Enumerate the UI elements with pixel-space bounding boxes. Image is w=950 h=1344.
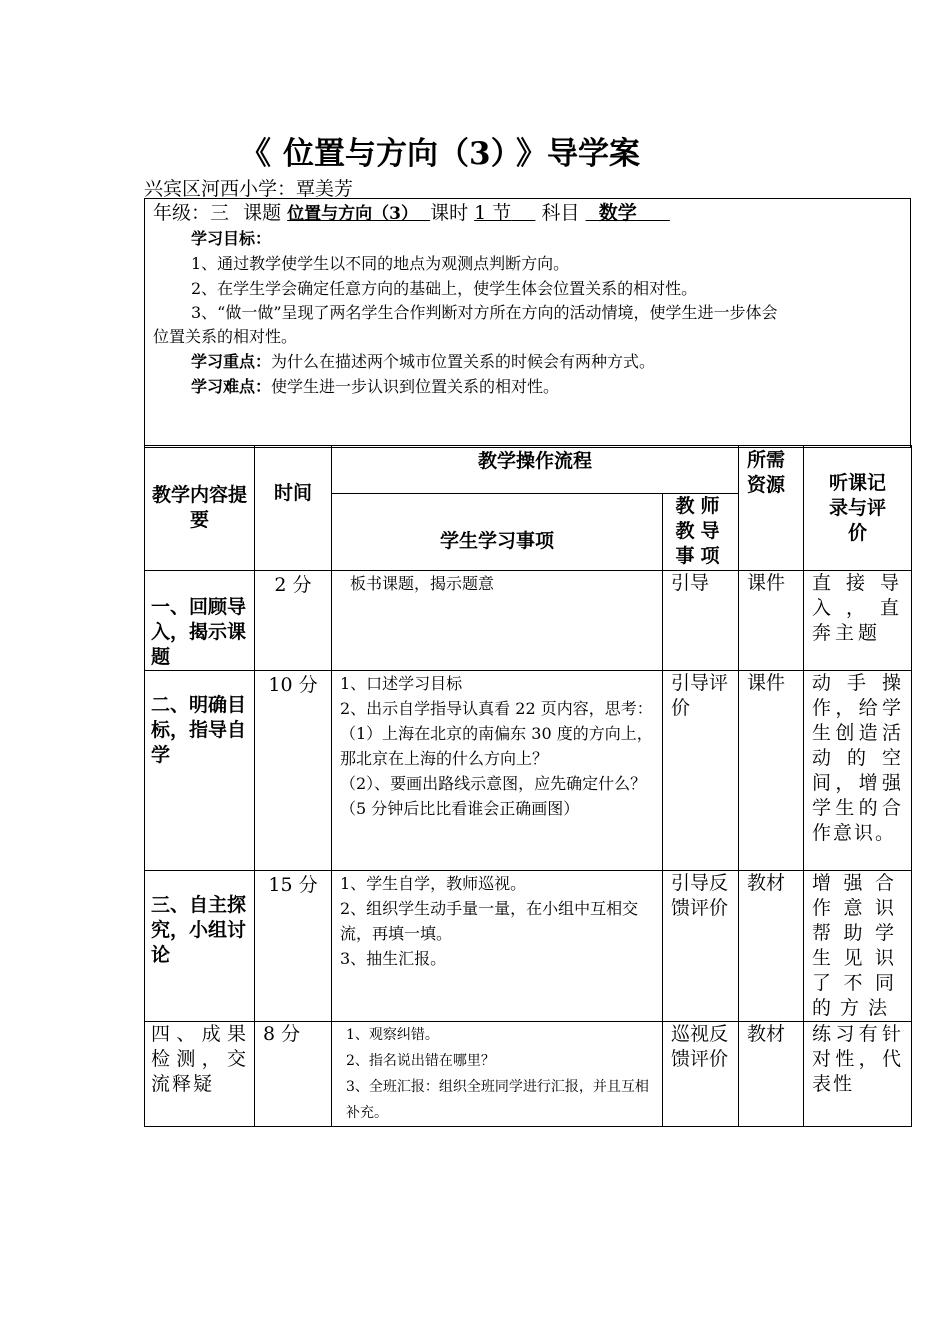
grade-label: 年级：三 xyxy=(153,202,230,224)
key-text: 为什么在描述两个城市位置关系的时候会有两种方式。 xyxy=(271,352,656,371)
subject-label: 科目 xyxy=(541,202,580,224)
row-teacher: 引导评价 xyxy=(663,671,739,871)
period-label: 课时 xyxy=(430,202,469,224)
row-time: 10 分 xyxy=(255,671,332,871)
period-value: 1 节 xyxy=(474,202,512,224)
topic-value: 位置与方向（3） xyxy=(287,204,418,224)
row-time: 8 分 xyxy=(255,1022,332,1127)
topic-label: 课题 xyxy=(243,202,282,224)
goal-item: 3、“做一做”呈现了两名学生合作判断对方所在方向的活动情境，使学生进一步体会 xyxy=(191,303,778,322)
header-content: 教学内容提要 xyxy=(145,446,255,571)
goal-item: 位置关系的相对性。 xyxy=(153,327,298,346)
row-notes: 动手操作，给学生创造活动的空间，增强学生的合作意识。 xyxy=(804,671,912,871)
row-content: 四、成果检测，交流释疑 xyxy=(145,1022,255,1127)
meta-line xyxy=(153,201,902,226)
info-box xyxy=(144,198,911,448)
difficulty-text: 使学生进一步认识到位置关系的相对性。 xyxy=(271,377,560,396)
row-resources: 教材 xyxy=(739,871,804,1022)
header-resources: 所需资源 xyxy=(739,446,804,571)
row-resources: 课件 xyxy=(739,671,804,871)
header-process: 教学操作流程 xyxy=(332,446,739,494)
header-notes: 听课记录与评价 xyxy=(804,446,912,571)
goal-item: 1、通过教学使学生以不同的地点为观测点判断方向。 xyxy=(191,254,570,273)
difficulty-point xyxy=(153,375,902,399)
row-teacher: 巡视反馈评价 xyxy=(663,1022,739,1127)
row-teacher: 引导反馈评价 xyxy=(663,871,739,1022)
difficulty-label: 学习难点： xyxy=(191,377,272,396)
row-resources: 课件 xyxy=(739,571,804,671)
header-teacher: 教师教导事项 xyxy=(663,494,739,571)
goals-heading: 学习目标： xyxy=(191,229,272,248)
row-notes: 练习有针对性，代表性 xyxy=(804,1022,912,1127)
row-student: 1、学生自学，教师巡视。 2、组织学生动手量一量，在小组中互相交流，再填一填。 3、抽生汇报。 xyxy=(332,871,663,1022)
row-time: 15 分 xyxy=(255,871,332,1022)
key-point xyxy=(153,350,902,374)
author-line: 兴宾区河西小学：覃美芳 xyxy=(144,178,354,200)
lesson-table xyxy=(144,445,912,1127)
row-content: 三、自主探究，小组讨论 xyxy=(145,871,255,1022)
header-student: 学生学习事项 xyxy=(332,494,663,571)
header-time: 时间 xyxy=(255,446,332,571)
row-content: 一、回顾导入，揭示课题 xyxy=(145,571,255,671)
row-notes: 增强合作意识帮助学生见识了不同的方法 xyxy=(804,871,912,1022)
row-student: 1、观察纠错。 2、指名说出错在哪里？ 3、全班汇报：组织全班同学进行汇报，并且互相补充。 xyxy=(332,1022,663,1127)
row-teacher: 引导 xyxy=(663,571,739,671)
row-notes: 直接导入，直奔主题 xyxy=(804,571,912,671)
goal-item: 2、在学生学会确定任意方向的基础上，使学生体会位置关系的相对性。 xyxy=(191,279,698,298)
row-content: 二、明确目标，指导自学 xyxy=(145,671,255,871)
row-resources: 教材 xyxy=(739,1022,804,1127)
key-label: 学习重点： xyxy=(191,352,272,371)
title-open-bracket: 《 xyxy=(240,136,271,172)
subject-value: 数学 xyxy=(598,202,637,224)
title-main: 位置与方向（3） xyxy=(283,136,522,172)
title-close: 》导学案 xyxy=(516,136,640,172)
row-time: 2 分 xyxy=(255,571,332,671)
row-student: 1、口述学习目标 2、出示自学指导认真看 22 页内容，思考： （1）上海在北京的南偏东 30 度的方向上，那北京在上海的什么方向上？ （2）、要画出路线示意图，应先确定什么？（5 分钟后比比看谁会正确画图） xyxy=(332,671,663,871)
row-student: 板书课题，揭示题意 xyxy=(332,571,663,671)
